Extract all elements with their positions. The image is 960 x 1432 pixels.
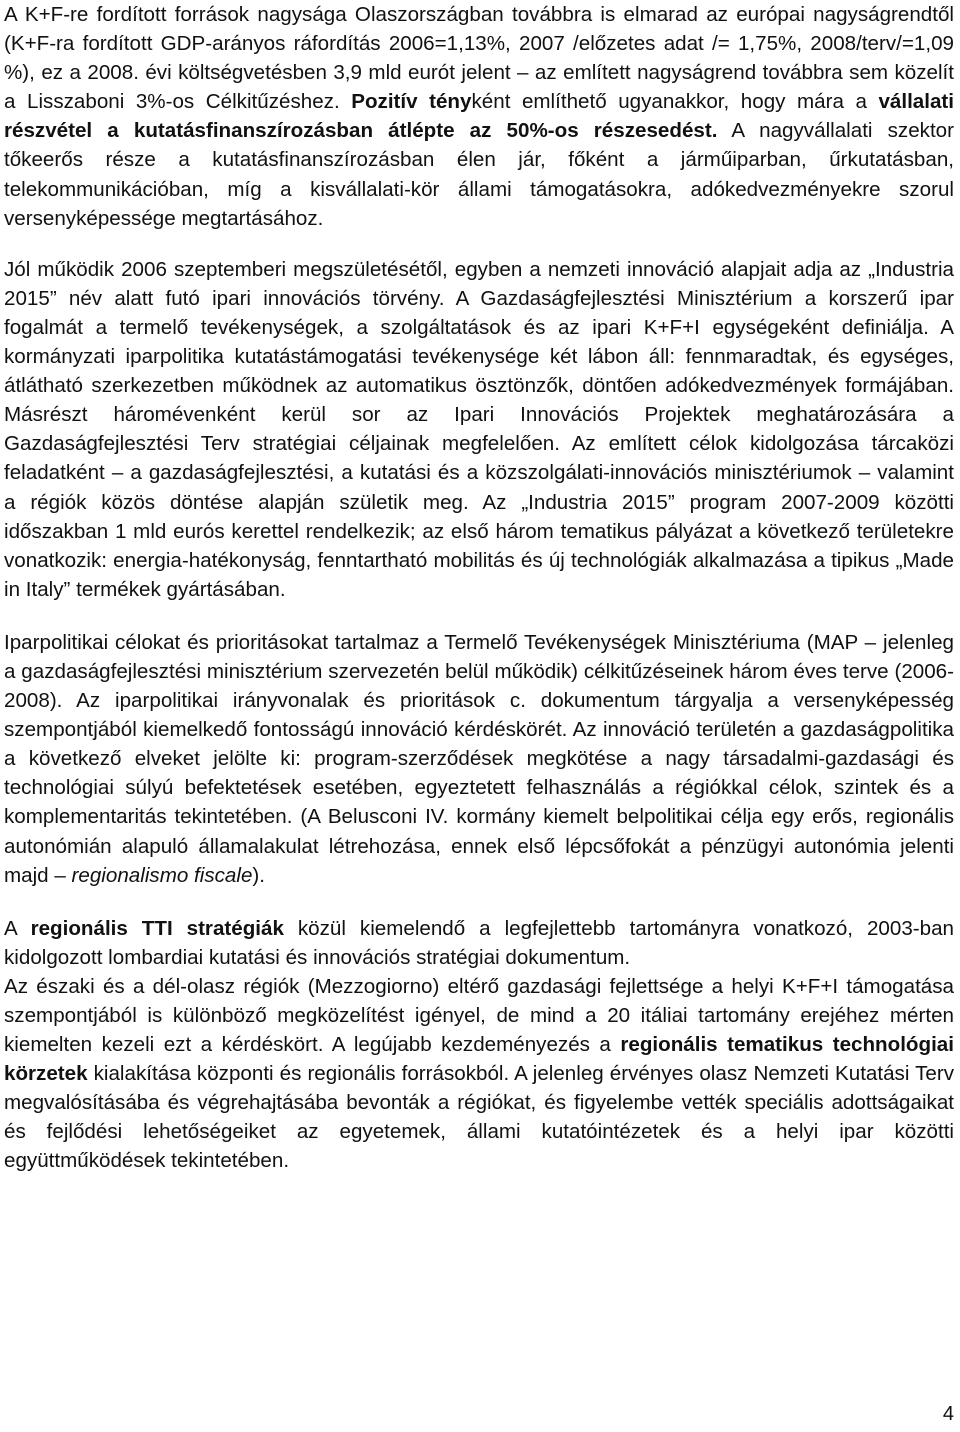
paragraph-text: Iparpolitikai célokat és prioritásokat tartalmaz a Termelő Tevékenységek Minisztériuma (MAP – jelenleg a gazdaságfejlesztési minisztérium szervezetén belül működik) célkitűzéseinek három éves terve (2006-2008). Az iparpolitikai irányvonalak és prioritások c. dokumentum tárgyalja a versenyképesség szempontjából kiemelkedő fontosságú innováció kérdéskörét. Az innováció területén a gazdaságpolitika a következő elveket jelölte ki: program-szerződések megkötése a nagy társadalmi-gazdasági és technológiai súlyú befektetések esetében, egyeztetett felhasználás a régiókkal célok, szintek és a komplementaritás tekintetében. (A Belusconi IV. kormány kiemelt belpolitikai célja egy erős, regionális autonómián alapuló államalakulat létrehozása, ennek első lépcsőfokát a pénzügyi autonómia jelenti majd –: [4, 630, 954, 887]
italic-phrase: regionalismo fiscale: [71, 863, 253, 887]
paragraph-text: A K+F-re fordított források nagysága Olaszországban továbbra is elmarad az európai nagyságrendtől (K+F-ra fordított GDP-arányos ráfordítás 2006=1,13%, 2007 /előzetes adat /= 1,75%, 2008/terv/=1,09 %), ez a 2008. évi költségvetésben 3,9 mld eurót jelent – az említett nagyságrend továbbra sem közelít a Lisszaboni 3%-os Célkitűzéshez.: [4, 3, 954, 114]
paragraph-text: Jól működik 2006 szeptemberi megszületésétől, egyben a nemzeti innováció alapjait adja az „Industria 2015” név alatt futó ipari innovációs törvény. A Gazdaságfejlesztési Minisztérium a korszerű ipar fogalmát a termelő tevékenységek, a szolgáltatások és az ipari K+F+I egységeként definiálja. A kormányzati iparpolitika kutatástámogatási tevékenysége két lábon áll: fennmaradtak, és egységes, átlátható szerkezetben működnek az automatikus ösztönzők, döntően adókedvezmények formájában. Másrészt háromévenként kerül sor az Ipari Innovációs Projektek meghatározására a Gazdaságfejlesztési Terv stratégiai céljainak megfelelően. Az említett célok kidolgozása tárcaközi feladatként – a gazdaságfejlesztési, a kutatási és a közszolgálati-innovációs minisztériumok – valamint a régiók közös döntése alapján születik meg. Az „Industria 2015” program 2007-2009 közötti időszakban 1 mld eurós kerettel rendelkezik; az első három tematikus pályázat a következő területekre vonatkozik: energia-hatékonyság, fenntartható mobilitás és új technológiák alkalmazása a tipikus „Made in Italy” termékek gyártásában.: [4, 257, 954, 601]
bold-phrase: regionális TTI stratégiák: [30, 916, 284, 940]
paragraph-text: ként említhető ugyanakkor, hogy mára a: [471, 90, 879, 114]
document-page: [4, 0, 954, 1176]
bold-phrase: vállalati részvétel a kutatásfinanszírozásban átlépte az 50%-os részesedést.: [4, 90, 955, 143]
paragraph-industrial-policy: [4, 628, 954, 890]
paragraph-regional-districts: [4, 972, 954, 1176]
paragraph-text: A nagyvállalati szektor tőkeerős része a kutatásfinanszírozásban élen jár, főként a járműiparban, űrkutatásban, telekommunikációban, míg a kisvállalati-kör állami támogatásokra, adókedvezményekre szorul versenyképessége megtartásához.: [4, 119, 954, 230]
bold-phrase: regionális tematikus technológiai körzetek: [4, 1033, 954, 1086]
paragraph-rd-funding: [4, 0, 954, 233]
paragraph-text: ).: [252, 863, 265, 887]
page-number: 4: [942, 1403, 954, 1425]
paragraph-text: A: [4, 916, 31, 940]
bold-phrase: Pozitív tény: [351, 90, 472, 114]
paragraph-text: Az északi és a dél-olasz régiók (Mezzogiorno) eltérő gazdasági fejlettsége a helyi K+F+I támogatása szempontjából is különböző megközelítést igényel, de mind a 20 itáliai tartomány erejéhez mérten kiemelten kezeli ezt a kérdéskört. A legújabb kezdeményezés a: [4, 974, 954, 1057]
paragraph-text: közül kiemelendő a legfejlettebb tartományra vonatkozó, 2003-ban kidolgozott lombardiai kutatási és innovációs stratégiai dokumentum.: [4, 916, 954, 969]
paragraph-text: kialakítása központi és regionális forrásokból. A jelenleg érvényes olasz Nemzeti Kutatási Terv megvalósításába és végrehajtásába bevonták a régiókat, és figyelembe vették speciális adottságaikat és fejlődési lehetőségeiket az egyetemek, állami kutatóintézetek és a helyi ipar közötti együttműködések tekintetében.: [4, 1062, 954, 1173]
paragraph-regional-strategies: [4, 914, 954, 972]
paragraph-industria-2015: [4, 255, 954, 604]
